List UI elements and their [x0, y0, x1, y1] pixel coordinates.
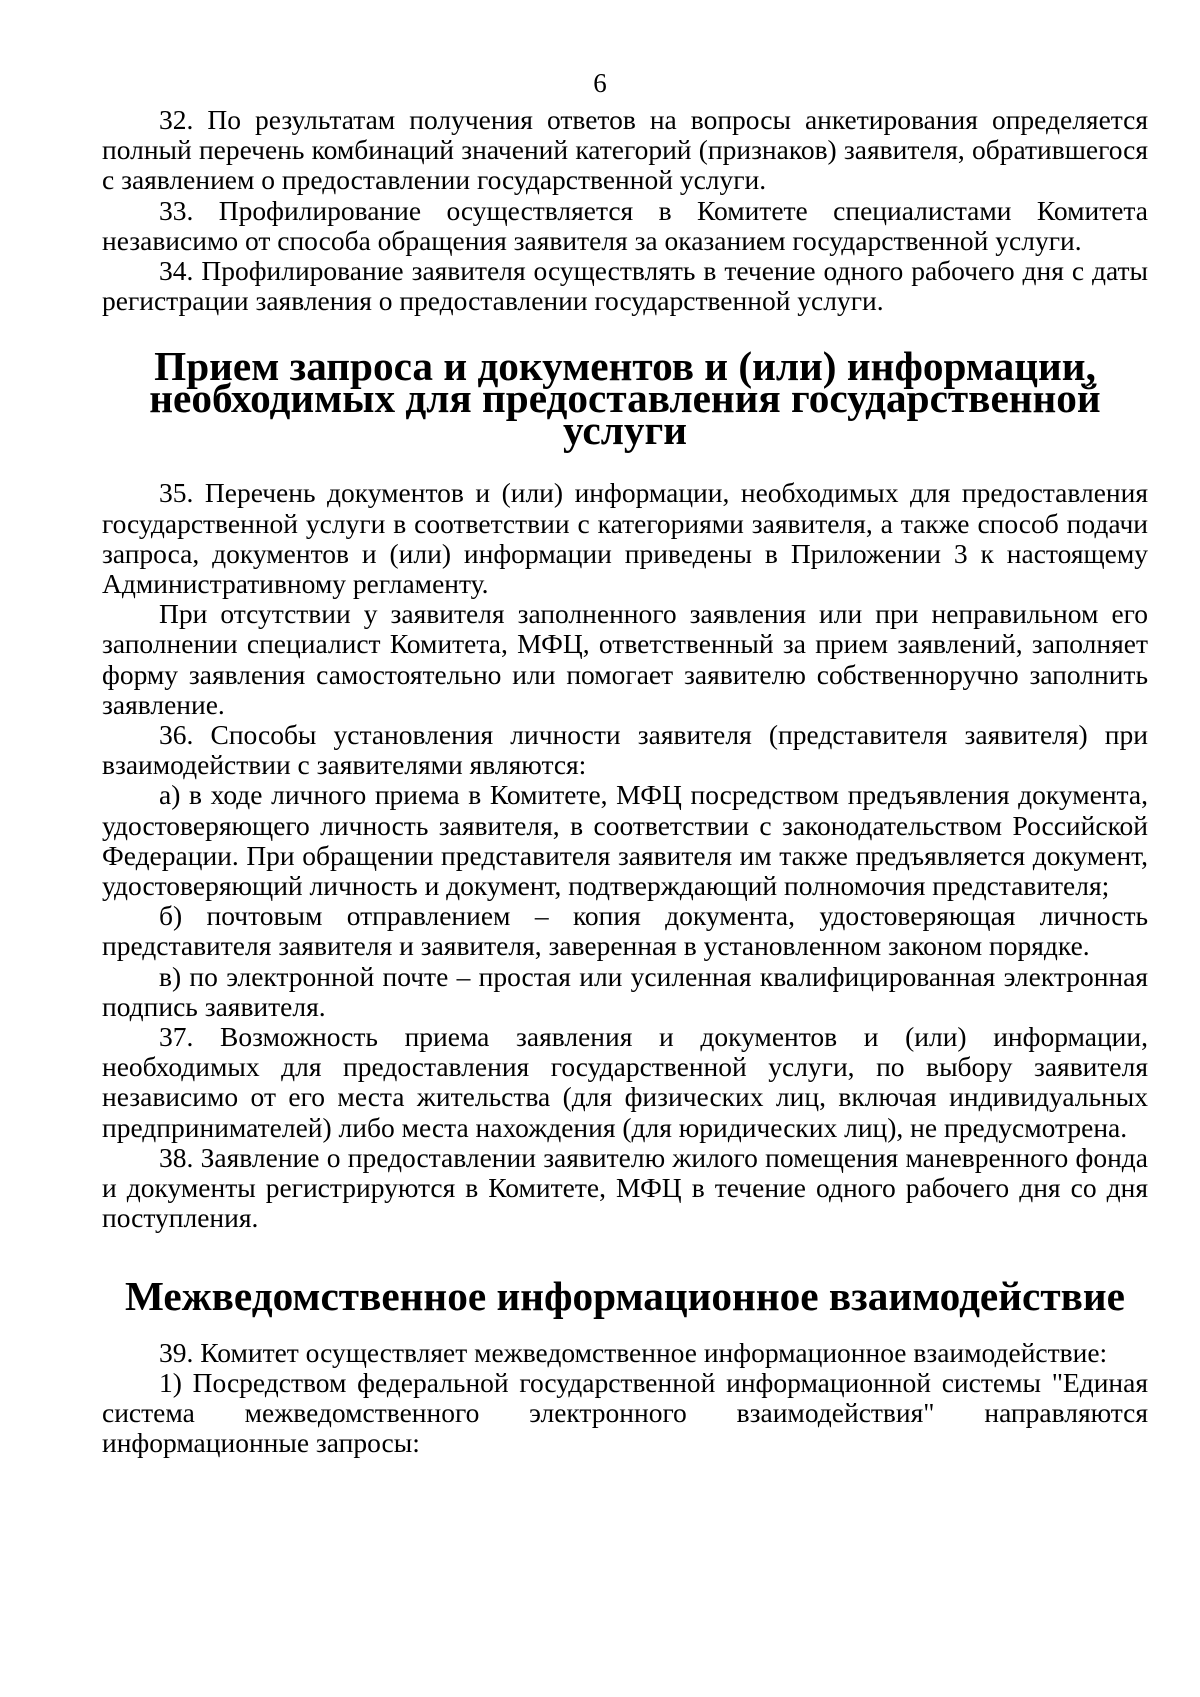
paragraph-33: 33. Профилирование осуществляется в Комитете специалистами Комитета независимо от способа обращения заявителя за оказанием государственной услуги.: [102, 194, 1148, 256]
paragraph-35: 35. Перечень документов и (или) информации, необходимых для предоставления государственной услуги в соответствии с категориями заявителя, а также способ подачи запроса, документов и (или) информации приведены в Приложении 3 к настоящему Административному регламенту.: [102, 477, 1148, 600]
section-heading-request-intake: Прием запроса и документов и (или) информации, необходимых для предоставления государственной услуги: [149, 343, 1101, 454]
paragraph-39-1: 1) Посредством федеральной государственной информационной системы "Единая система межведомственного электронного взаимодействия" направляются информационные запросы:: [102, 1366, 1148, 1459]
paragraph-36-v: в) по электронной почте – простая или усиленная квалифицированная электронная подпись заявителя.: [102, 960, 1148, 1022]
paragraph-35-note: При отсутствии у заявителя заполненного заявления или при неправильном его заполнении специалист Комитета, МФЦ, ответственный за прием заявлений, заполняет форму заявления самостоятельно или помогает заявителю собственноручно заполнить заявление.: [102, 598, 1148, 720]
paragraph-32: 32. По результатам получения ответов на вопросы анкетирования определяется полный перечень комбинаций значений категорий (признаков) заявителя, обратившегося с заявлением о предоставлении государственной услуги.: [102, 104, 1148, 196]
document-body: [102, 105, 1148, 1458]
paragraph-39: 39. Комитет осуществляет межведомственное информационное взаимодействие:: [159, 1336, 1108, 1368]
paragraph-34: 34. Профилирование заявителя осуществлять в течение одного рабочего дня с даты регистрации заявления о предоставлении государственной услуги.: [102, 255, 1148, 317]
paragraph-37: 37. Возможность приема заявления и документов и (или) информации, необходимых для предоставления государственной услуги, по выбору заявителя независимо от его места жительства (для физических лиц, включая индивидуальных предпринимателей) либо места нахождения (для юридических лиц), не предусмотрена.: [102, 1021, 1148, 1143]
paragraph-36-b: б) почтовым отправлением – копия документа, удостоверяющая личность представителя заявителя и заявителя, заверенная в установленном законом порядке.: [102, 900, 1148, 962]
section-heading-interagency: Межведомственное информационное взаимодействие: [125, 1272, 1125, 1319]
paragraph-36: 36. Способы установления личности заявителя (представителя заявителя) при взаимодействии с заявителями являются:: [102, 719, 1148, 781]
paragraph-38: 38. Заявление о предоставлении заявителю жилого помещения маневренного фонда и документы регистрируются в Комитете, МФЦ в течение одного рабочего дня со дня поступления.: [102, 1141, 1148, 1234]
page-number: 6: [593, 68, 607, 98]
paragraph-36-a: а) в ходе личного приема в Комитете, МФЦ посредством предъявления документа, удостоверяющего личность заявителя, в соответствии с законодательством Российской Федерации. При обращении представителя заявителя им также предъявляется документ, удостоверяющий личность и документ, подтверждающий полномочия представителя;: [102, 779, 1148, 902]
